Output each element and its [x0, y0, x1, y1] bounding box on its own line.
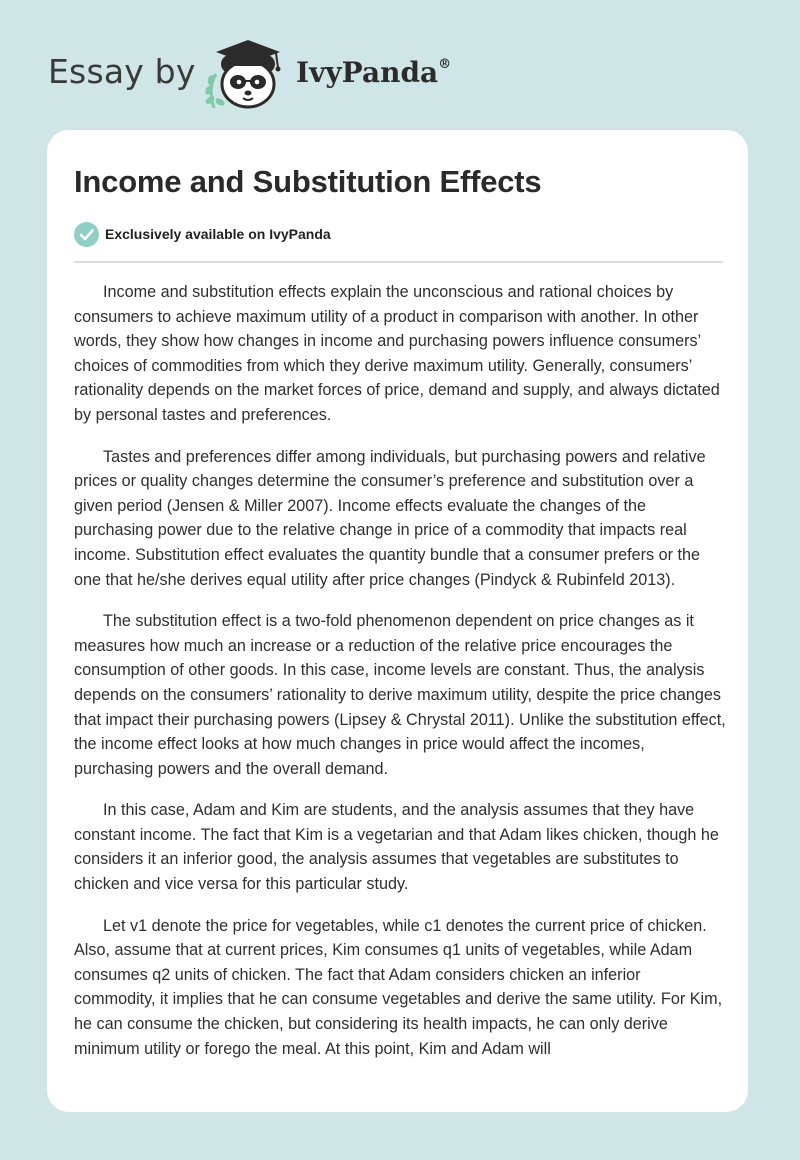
exclusive-badge — [74, 221, 331, 247]
panda-logo-icon[interactable] — [200, 34, 290, 110]
site-header — [48, 34, 568, 110]
paragraph: Income and substitution effects explain the unconscious and rational choices by consumers to achieve maximum utility of a product in comparison with another. In other words, they show how changes in income and purchasing powers influence consumers’ choices of commodities from which they derive maximum utility. Generally, consumers’ rationality depends on the market forces of price, demand and supply, and always dictated by personal tastes and preferences. — [74, 283, 720, 424]
essay-body — [74, 280, 726, 1078]
paragraph: Tastes and preferences differ among individuals, but purchasing powers and relative prices or quality changes determine the consumer’s preference and substitution over a given period (Jensen & Miller 2007). Income effects evaluate the changes of the purchasing power due to the relative change in price of a commodity that impacts real income. Substitution effect evaluates the quantity bundle that a consumer prefers or the one that he/she derives equal utility after price changes (Pindyck & Rubinfeld 2013). — [74, 447, 706, 589]
paragraph: Let v1 denote the price for vegetables, while c1 denotes the current price of chicken. Also, assume that at current prices, Kim consumes q1 units of vegetables, while Adam consumes q2 units of chicken. The fact that Adam considers chicken an inferior commodity, it implies that he can consume vegetables and derive the same utility. For Kim, he can consume the chicken, but considering its health impacts, he can only derive minimum utility or forego the meal. At this point, Kim and Adam will — [74, 916, 723, 1058]
page-title: Income and Substitution Effects — [74, 164, 542, 199]
paragraph: The substitution effect is a two-fold phenomenon dependent on price changes as it measures how much an increase or a reduction of the relative price encourages the consumption of other goods. In this case, income levels are constant. Thus, the analysis depends on the consumers’ rationality to derive maximum utility, despite the price changes that impact their purchasing powers (Lipsey & Chrystal 2011). Unlike the substitution effect, the income effect looks at how much changes in price would affect the incomes, purchasing powers and the overall demand. — [74, 612, 726, 778]
check-circle-icon — [74, 222, 99, 247]
registered-mark: ® — [438, 56, 452, 72]
brand-name[interactable]: IvyPanda® — [296, 56, 452, 89]
document-card — [47, 130, 748, 1112]
divider — [74, 261, 723, 263]
paragraph: In this case, Adam and Kim are students, and the analysis assumes that they have constant income. The fact that Kim is a vegetarian and that Adam likes chicken, though he considers it an inferior good, the analysis assumes that vegetables are substitutes to chicken and vice versa for this particular study. — [74, 801, 719, 894]
exclusive-label: Exclusively available on IvyPanda — [105, 226, 331, 242]
brand-prefix: Essay by — [48, 52, 196, 91]
